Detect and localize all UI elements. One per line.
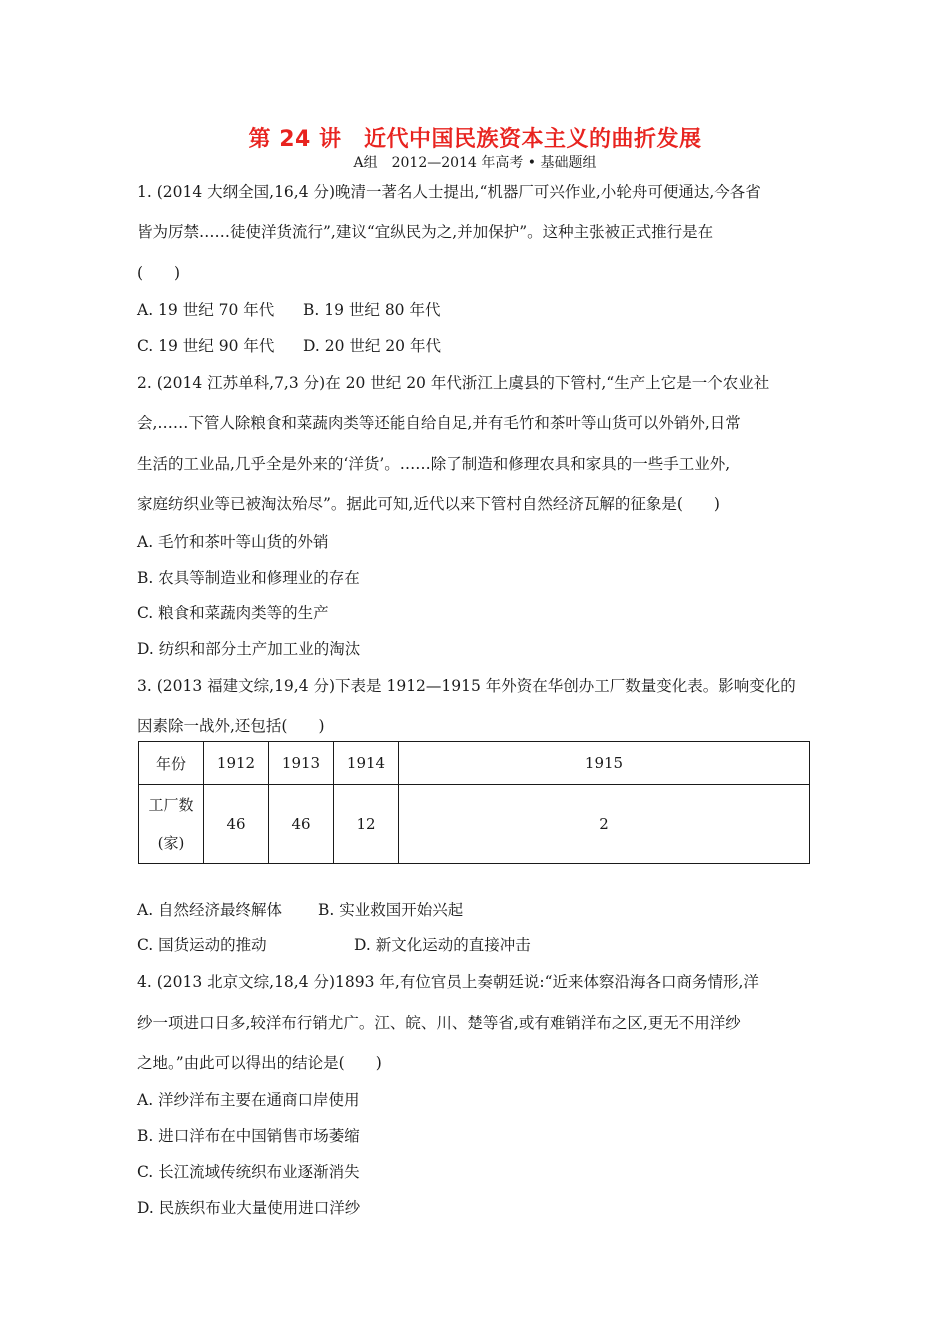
table-cell-count: 2 <box>399 785 810 864</box>
table-cell-year: 1912 <box>204 742 269 785</box>
question-3-option-c: C. 国货运动的推动 <box>137 936 267 954</box>
question-2-line-2: 会,……下管人除粮食和菜蔬肉类等还能自给自足,并有毛竹和茶叶等山货可以外销外,日常 <box>137 414 741 432</box>
question-3-option-a: A. 自然经济最终解体 <box>137 901 283 919</box>
question-1-option-c: C. 19 世纪 90 年代 <box>137 337 275 355</box>
question-4-option-d: D. 民族织布业大量使用进口洋纱 <box>137 1199 361 1217</box>
question-2-option-d: D. 纺织和部分土产加工业的淘汰 <box>137 640 361 658</box>
table-cell-year: 1913 <box>269 742 334 785</box>
question-2-line-1: 2. (2014 江苏单科,7,3 分)在 20 世纪 20 年代浙江上虞县的下管村,“生产上它是一个农业社 <box>137 374 770 392</box>
question-1-option-d: D. 20 世纪 20 年代 <box>303 337 441 355</box>
question-4-option-c: C. 长江流域传统织布业逐渐消失 <box>137 1163 360 1181</box>
question-3-line-2: 因素除一战外,还包括( ) <box>137 717 325 735</box>
factory-count-table <box>138 741 810 864</box>
question-4-option-b: B. 进口洋布在中国销售市场萎缩 <box>137 1127 360 1145</box>
question-1-option-a: A. 19 世纪 70 年代 <box>137 301 275 319</box>
question-4-option-a: A. 洋纱洋布主要在通商口岸使用 <box>137 1091 360 1109</box>
page-title: 第 24 讲 近代中国民族资本主义的曲折发展 <box>248 127 702 152</box>
question-2-option-b: B. 农具等制造业和修理业的存在 <box>137 569 360 587</box>
question-2-option-a: A. 毛竹和茶叶等山货的外销 <box>137 533 329 551</box>
question-1-line-2: 皆为厉禁……徒使洋货流行”,建议“宜纵民为之,并加保护”。这种主张被正式推行是在 <box>137 223 714 241</box>
table-row <box>139 785 810 864</box>
question-3-line-1: 3. (2013 福建文综,19,4 分)下表是 1912—1915 年外资在华创办工厂数量变化表。影响变化的 <box>137 677 796 695</box>
question-2-line-4: 家庭纺织业等已被淘汰殆尽”。据此可知,近代以来下管村自然经济瓦解的征象是( ) <box>137 495 720 513</box>
table-header-year: 年份 <box>139 742 204 785</box>
table-cell-year: 1915 <box>399 742 810 785</box>
table-cell-year: 1914 <box>334 742 399 785</box>
table-cell-count: 46 <box>269 785 334 864</box>
table-row <box>139 742 810 785</box>
question-4-line-1: 4. (2013 北京文综,18,4 分)1893 年,有位官员上奏朝廷说:“近来体察沿海各口商务情形,洋 <box>137 973 759 991</box>
table-header-factory-count <box>139 785 204 864</box>
table-cell-count: 12 <box>334 785 399 864</box>
question-1-option-b: B. 19 世纪 80 年代 <box>303 301 441 319</box>
question-1-line-3: ( ) <box>137 264 181 282</box>
question-3-option-d: D. 新文化运动的直接冲击 <box>354 936 531 954</box>
question-2-option-c: C. 粮食和菜蔬肉类等的生产 <box>137 604 329 622</box>
question-4-line-2: 纱一项进口日多,较洋布行销尤广。江、皖、川、楚等省,或有难销洋布之区,更无不用洋纱 <box>137 1014 741 1032</box>
question-4-line-3: 之地。”由此可以得出的结论是( ) <box>137 1054 382 1072</box>
question-3-option-b: B. 实业救国开始兴起 <box>318 901 464 919</box>
table-header-factory-count-label: 工厂数 <box>148 796 194 814</box>
question-2-line-3: 生活的工业品,几乎全是外来的‘洋货’。……除了制造和修理农具和家具的一些手工业外, <box>137 455 731 473</box>
section-subtitle: A组 2012—2014 年高考 • 基础题组 <box>353 155 597 171</box>
table-header-factory-count-unit: (家) <box>157 834 185 852</box>
table-cell-count: 46 <box>204 785 269 864</box>
question-1-line-1: 1. (2014 大纲全国,16,4 分)晚清一著名人士提出,“机器厂可兴作业,小轮舟可便通达,今各省 <box>137 183 761 201</box>
